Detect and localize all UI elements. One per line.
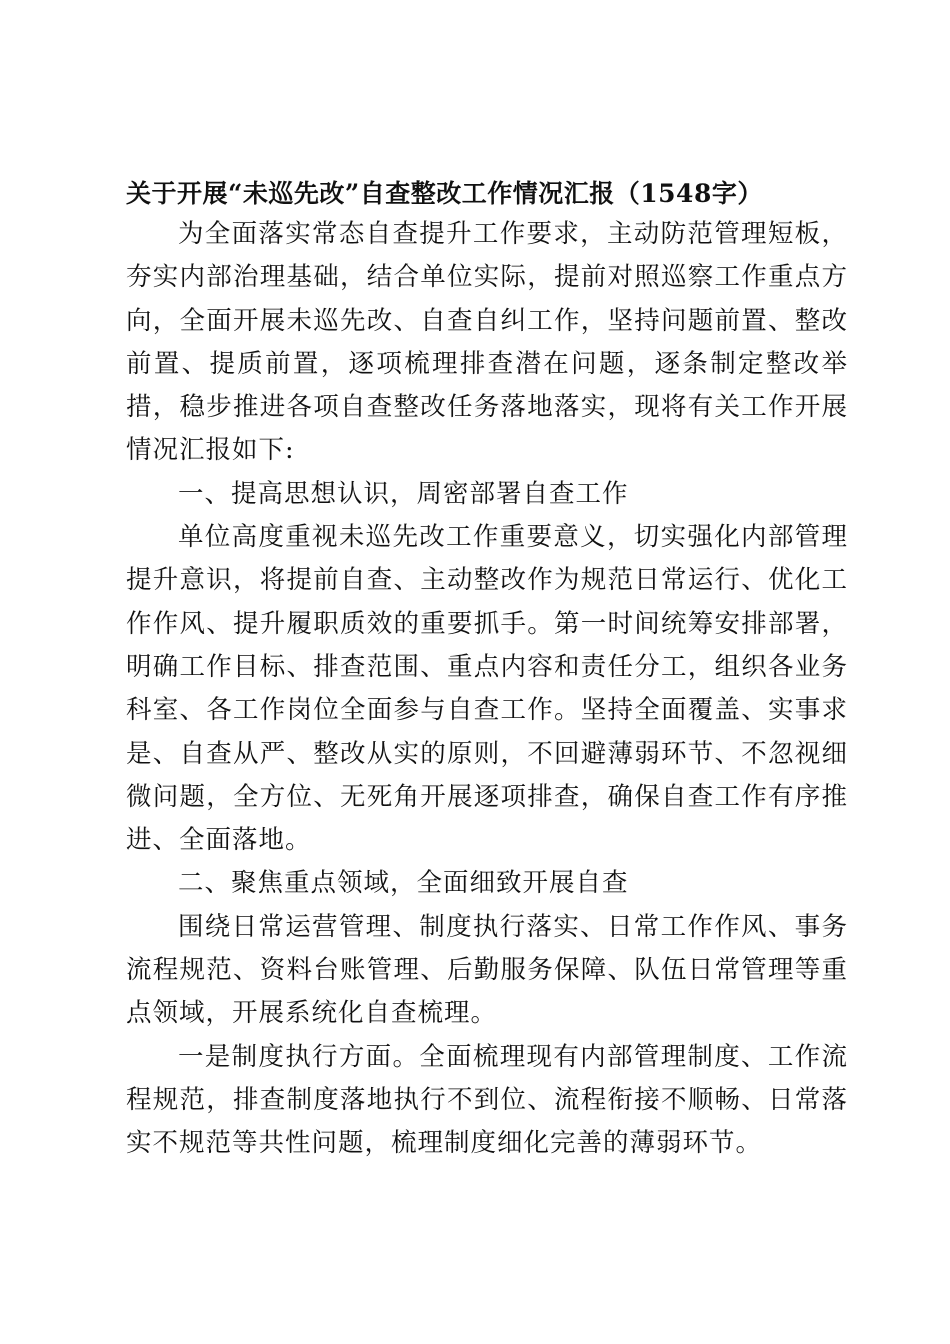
document-page — [126, 175, 848, 1166]
section-1-heading: 一、提高思想认识，周密部署自查工作 — [178, 478, 629, 509]
intro-paragraph: 为全面落实常态自查提升工作要求，主动防范管理短板，夯实内部治理基础，结合单位实际，提前对照巡察工作重点方向，全面开展未巡先改、自查自纠工作，坚持问题前置、整改前置、提质前置，逐项梳理排查潜在问题，逐条制定整改举措，稳步推进各项自查整改任务落地落实，现将有关工作开展情况汇报如下: — [126, 219, 848, 466]
item-1-paragraph: 一是制度执行方面。全面梳理现有内部管理制度、工作流程规范，排查制度落地执行不到位、流程衔接不顺畅、日常落实不规范等共性问题，梳理制度细化完善的薄弱环节。 — [126, 1041, 848, 1159]
section-2-heading: 二、聚焦重点领域，全面细致开展自查 — [178, 868, 629, 899]
section-2-paragraph: 围绕日常运营管理、制度执行落实、日常工作作风、事务流程规范、资料台账管理、后勤服务保障、队伍日常管理等重点领域，开展系统化自查梳理。 — [126, 911, 848, 1029]
section-1-paragraph: 单位高度重视未巡先改工作重要意义，切实强化内部管理提升意识，将提前自查、主动整改作为规范日常运行、优化工作作风、提升履职质效的重要抓手。第一时间统筹安排部署，明确工作目标、排查范围、重点内容和责任分工，组织各业务科室、各工作岗位全面参与自查工作。坚持全面覆盖、实事求是、自查从严、整改从实的原则，不回避薄弱环节、不忽视细微问题，全方位、无死角开展逐项排查，确保自查工作有序推进、全面落地。 — [126, 522, 848, 856]
document-title: 关于开展“未巡先改”自查整改工作情况汇报（1548字） — [126, 179, 763, 208]
